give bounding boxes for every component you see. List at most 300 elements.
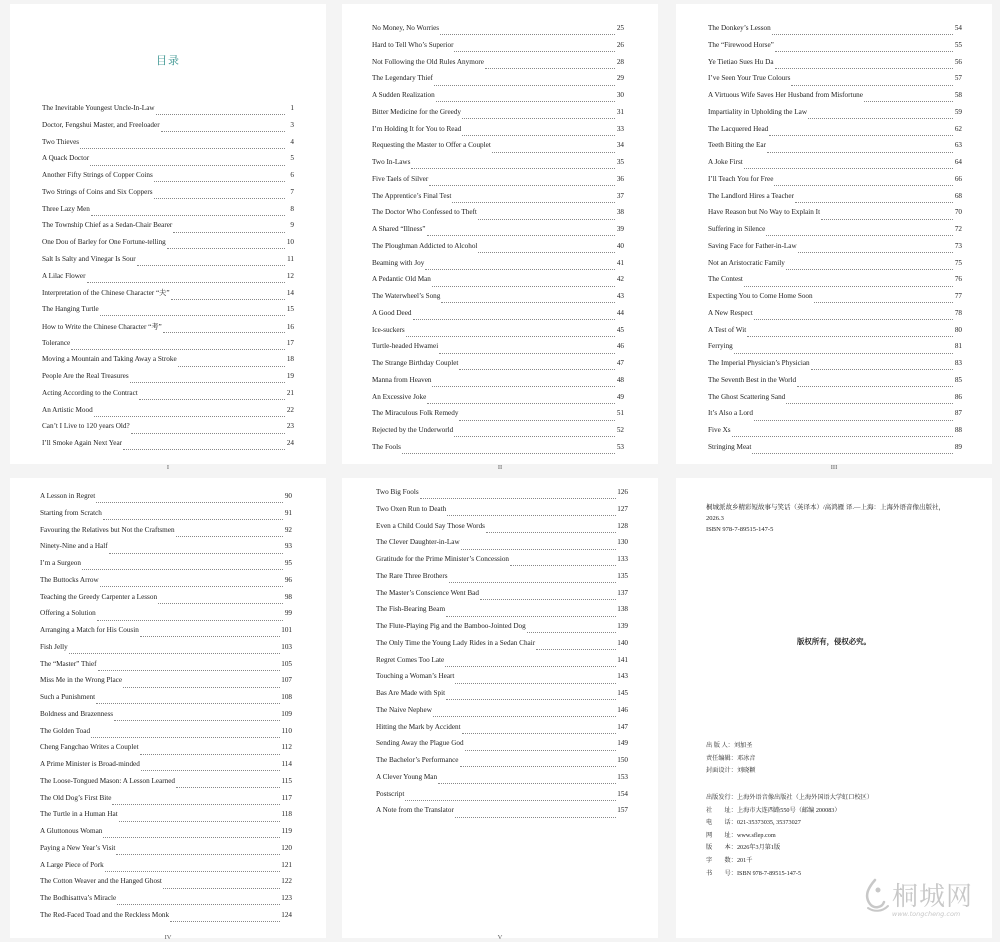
leader-dots [769, 134, 953, 136]
toc-entry-page: 3 [290, 120, 294, 129]
leader-dots [461, 548, 617, 550]
toc-entry-title: Can’t I Live to 120 years Old? [42, 422, 130, 431]
publisher-block [706, 792, 873, 880]
leader-dots [446, 615, 616, 617]
toc-entry-page: 120 [281, 843, 292, 852]
leader-dots [527, 631, 616, 633]
toc-entry-page: 73 [954, 241, 962, 250]
toc-entry [372, 108, 624, 125]
toc-entry [708, 108, 962, 125]
leader-dots [462, 732, 617, 734]
toc-entry-title: Rejected by the Underworld [372, 426, 454, 434]
toc-entry-title: Suffering in Silence [708, 225, 766, 233]
toc-entry-title: Ye Tietiao Sues Hu Da [708, 57, 774, 66]
toc-entry [376, 723, 628, 740]
leader-dots [462, 134, 615, 136]
toc-entry-page: 112 [281, 743, 292, 752]
credit-row [706, 753, 756, 766]
leader-dots [754, 318, 953, 320]
toc-entry-page: 91 [284, 508, 292, 517]
leader-dots [440, 33, 615, 35]
toc-entry [42, 272, 294, 289]
toc-entry [372, 326, 624, 343]
toc-entry [40, 509, 292, 526]
toc-entry-page: 87 [954, 409, 962, 418]
toc-entry [708, 58, 962, 75]
leader-dots [478, 218, 615, 220]
leader-dots [71, 348, 285, 350]
toc-entry-title: One Dou of Barley for One Fortune-telling [42, 238, 166, 246]
toc-entry-page: 150 [617, 756, 628, 764]
toc-entry-page: 110 [281, 726, 292, 735]
toc-entry [42, 238, 294, 255]
toc-entry [372, 58, 624, 75]
toc-entry [708, 426, 962, 443]
toc-entry-title: A Gluttonous Woman [40, 827, 103, 835]
toc-entry-page: 138 [617, 605, 628, 614]
toc-entry-title: I’m a Surgeon [40, 559, 81, 567]
toc-entry-page: 141 [617, 655, 628, 664]
toc-entry [40, 760, 292, 777]
leader-dots [786, 402, 953, 404]
toc-entry-page: 44 [616, 308, 624, 317]
toc-entry [42, 339, 294, 356]
toc-entry [42, 406, 294, 423]
leader-dots [402, 452, 615, 454]
toc-entry [40, 777, 292, 794]
leader-dots [744, 285, 953, 287]
toc-entry-page: 109 [281, 709, 292, 718]
toc-entry [376, 522, 628, 539]
toc-entry-page: 149 [617, 739, 628, 748]
toc-entry-page: 108 [281, 693, 292, 701]
leader-dots [82, 568, 283, 570]
toc-entry [376, 739, 628, 756]
toc-entry-title: A Quack Doctor [42, 154, 90, 163]
toc-entry-title: Postscript [376, 789, 405, 798]
toc-entry [708, 326, 962, 343]
leader-dots [791, 84, 953, 86]
toc-entry-title: The Lacquered Head [708, 124, 769, 133]
leader-dots [752, 452, 953, 454]
toc-entries [372, 24, 624, 460]
toc-entry-page: 33 [616, 124, 624, 133]
pub-label: 字 数： [706, 856, 737, 864]
leader-dots [478, 251, 615, 253]
leader-dots [140, 753, 281, 755]
toc-entry-title: The Turtle in a Human Hat [40, 810, 118, 819]
toc-entry-page: 64 [954, 158, 962, 166]
leader-dots [91, 736, 280, 738]
toc-entry-title: The Seventh Best in the World [708, 375, 797, 384]
toc-page-5 [342, 478, 658, 941]
leader-dots [413, 318, 615, 320]
toc-entry-page: 5 [290, 154, 294, 163]
toc-entry-page: 42 [616, 275, 624, 284]
toc-entry-page: 56 [954, 57, 962, 66]
toc-entry-page: 107 [281, 676, 292, 685]
leader-dots [775, 67, 953, 69]
leader-dots [90, 164, 285, 166]
pub-value: 2026年3月第1版 [736, 844, 781, 852]
toc-entry [42, 221, 294, 238]
toc-entry [40, 576, 292, 593]
pub-value: 201千 [736, 856, 753, 864]
toc-entry-title: Bas Are Made with Spit [376, 689, 446, 697]
leader-dots [775, 50, 953, 52]
toc-entry-title: Ice-suckers [372, 325, 405, 334]
leader-dots [766, 234, 953, 236]
toc-entry-title: The Buttocks Arrow [40, 575, 99, 584]
toc-entry-page: 119 [281, 827, 292, 835]
toc-entry-title: A Lesson in Regret [40, 492, 96, 500]
toc-entry [376, 756, 628, 773]
toc-entry-title: The Naive Nephew [376, 705, 432, 714]
toc-entry-page: 47 [616, 359, 624, 367]
toc-entry-title: The Rare Three Brothers [376, 571, 448, 580]
toc-entry [708, 309, 962, 326]
rights-notice: 版权所有，侵权必究。 [797, 637, 871, 646]
leader-dots [480, 598, 616, 600]
pub-value: 021-35373035, 35373027 [736, 819, 801, 827]
leader-dots [460, 765, 617, 767]
leader-dots [433, 715, 616, 717]
leader-dots [109, 552, 283, 554]
credit-value: 刘加圣 [733, 742, 753, 749]
leader-dots [139, 398, 285, 400]
toc-entry-page: 43 [616, 292, 624, 300]
leader-dots [123, 448, 285, 450]
toc-entry-page: 22 [286, 405, 294, 414]
toc-entry [372, 409, 624, 426]
watermark-logo-icon [860, 878, 890, 914]
toc-entry-page: 59 [954, 107, 962, 116]
toc-entry-page: 126 [617, 488, 628, 496]
leader-dots [176, 786, 280, 788]
pub-row [706, 830, 873, 843]
toc-entry-title: A Clever Young Man [376, 772, 438, 781]
toc-entry-title: The Master’s Conscience Went Bad [376, 588, 479, 597]
toc-entry-title: Favouring the Relatives but Not the Craftsmen [40, 525, 175, 534]
toc-entry-page: 117 [281, 793, 292, 802]
pub-row [706, 868, 873, 881]
toc-entry-title: The “Firewood Horse” [708, 40, 774, 49]
toc-entry [372, 393, 624, 410]
toc-entry-page: 147 [617, 722, 628, 731]
toc-entry [40, 810, 292, 827]
toc-entry-page: 66 [954, 174, 962, 183]
toc-entry-title: I’ll Teach You for Free [708, 174, 774, 183]
toc-entry-page: 54 [954, 24, 962, 32]
toc-entry-title: The Red-Faced Toad and the Reckless Monk [40, 910, 170, 919]
toc-entry-title: A New Respect [708, 308, 753, 317]
leader-dots [94, 415, 285, 417]
leader-dots [98, 669, 281, 671]
toc-entry-page: 51 [616, 409, 624, 418]
toc-entry-title: It’s Also a Lord [708, 409, 753, 418]
toc-entry [708, 275, 962, 292]
leader-dots [130, 381, 285, 383]
toc-entry-title: The Bachelor’s Performance [376, 756, 459, 764]
leader-dots [171, 298, 285, 300]
toc-entry-title: Not an Aristocratic Family [708, 258, 785, 267]
toc-entry-title: Requesting the Master to Offer a Couplet [372, 141, 491, 150]
copyright-page [676, 478, 992, 938]
toc-entry-page: 127 [617, 504, 628, 513]
toc-entry [708, 225, 962, 242]
toc-entry [708, 376, 962, 393]
isbn-line: ISBN 978-7-89515-147-5 [706, 526, 774, 533]
toc-entry [376, 538, 628, 555]
toc-entry-page: 93 [284, 542, 292, 551]
toc-entry-title: Salt Is Salty and Vinegar Is Sour [42, 254, 136, 263]
toc-entry-title: The Miraculous Folk Remedy [372, 409, 459, 418]
toc-entry-page: 39 [616, 225, 624, 233]
toc-entry [376, 505, 628, 522]
toc-entry-title: Interpretation of the Chinese Character “夫” [42, 289, 170, 298]
leader-dots [420, 497, 617, 499]
toc-entry [372, 74, 624, 91]
leader-dots [173, 231, 285, 233]
toc-entry-page: 140 [617, 638, 628, 647]
toc-entry-title: Touching a Woman’s Heart [376, 672, 455, 681]
toc-entry-title: A Lilac Flower [42, 271, 86, 280]
toc-entry-page: 114 [281, 760, 292, 768]
leader-dots [411, 167, 615, 169]
toc-entry [708, 342, 962, 359]
toc-entry-page: 154 [617, 789, 628, 798]
toc-entry-page: 75 [954, 258, 962, 267]
leader-dots [154, 180, 285, 182]
toc-entry-page: 38 [616, 208, 624, 217]
toc-entry [376, 605, 628, 622]
leader-dots [492, 151, 615, 153]
toc-entry-title: Teaching the Greedy Carpenter a Lesson [40, 592, 158, 601]
toc-entry [372, 376, 624, 393]
toc-entry-title: Hitting the Mark by Accident [376, 722, 461, 731]
toc-entry [42, 171, 294, 188]
toc-entry-title: Hard to Tell Who’s Superior [372, 40, 454, 49]
toc-entry [372, 426, 624, 443]
credit-label: 封面设计： [706, 767, 737, 774]
toc-entry [42, 104, 294, 121]
toc-entry-page: 37 [616, 191, 624, 200]
leader-dots [772, 33, 953, 35]
toc-entry-title: Boldness and Brazenness [40, 709, 114, 718]
leader-dots [821, 218, 953, 220]
toc-entry-title: Two Thieves [42, 137, 80, 146]
toc-entry-title: Impartiality in Upholding the Law [708, 107, 808, 116]
leader-dots [405, 799, 616, 801]
toc-entry-page: 49 [616, 392, 624, 401]
leader-dots [96, 501, 283, 503]
toc-entry [376, 488, 628, 505]
toc-entry-page: 143 [617, 672, 628, 681]
toc-entry-title: Another Fifty Strings of Copper Coins [42, 171, 153, 179]
toc-entry-title: Saving Face for Father-in-Law [708, 241, 797, 250]
toc-entry-title: Cheng Fangchao Writes a Couplet [40, 743, 139, 752]
cip-block [706, 502, 970, 535]
page-folio: IV [164, 934, 172, 941]
leader-dots [100, 314, 285, 316]
leader-dots [441, 301, 615, 303]
leader-dots [123, 686, 280, 688]
toc-entry-page: 8 [290, 204, 294, 213]
pub-row [706, 855, 873, 868]
pub-row [706, 817, 873, 830]
toc-entry-title: No Money, No Worries [372, 24, 440, 32]
toc-entry [708, 41, 962, 58]
toc-entry-page: 137 [617, 588, 628, 597]
toc-entry [708, 192, 962, 209]
leader-dots [734, 352, 953, 354]
toc-entry-title: People Are the Real Treasures [42, 372, 129, 380]
toc-entry-page: 103 [281, 642, 292, 651]
page-folio: III [830, 464, 838, 471]
leader-dots [161, 130, 285, 132]
toc-entry [42, 389, 294, 406]
toc-entry-title: Moving a Mountain and Taking Away a Stroke [42, 355, 177, 364]
leader-dots [454, 435, 615, 437]
toc-entry-title: The Legendary Thief [372, 74, 433, 83]
toc-entry-title: The Only Time the Young Lady Rides in a Sedan Chair [376, 638, 536, 647]
toc-entry-page: 88 [954, 426, 962, 434]
toc-entry [708, 259, 962, 276]
toc-entry [40, 693, 292, 710]
leader-dots [170, 920, 280, 922]
toc-entry [708, 175, 962, 192]
toc-entry [376, 706, 628, 723]
toc-entry [40, 861, 292, 878]
toc-entry [42, 205, 294, 222]
toc-entry-title: Five Xs [708, 426, 731, 434]
leader-dots [140, 635, 280, 637]
pub-label: 书 号： [706, 869, 737, 877]
toc-entry-page: 48 [616, 375, 624, 384]
toc-entry-title: Two Oxen Run to Death [376, 504, 447, 513]
toc-entry-title: The Cotton Weaver and the Hanged Ghost [40, 877, 162, 886]
watermark-text: 桐城网 [892, 882, 974, 912]
toc-entry [708, 208, 962, 225]
toc-entry [40, 542, 292, 559]
leader-dots [465, 749, 617, 751]
leader-dots [510, 564, 616, 566]
toc-entry-page: 35 [616, 158, 624, 166]
toc-entry-page: 21 [286, 388, 294, 397]
toc-entry-title: Two Big Fools [376, 488, 419, 496]
toc-entry-page: 153 [617, 772, 628, 781]
toc-entry-page: 7 [290, 187, 294, 196]
pub-value: 上海市大连西路550号（邮编 200083） [736, 806, 841, 814]
toc-entry-page: 96 [284, 575, 292, 584]
leader-dots [795, 201, 953, 203]
toc-entries [376, 488, 628, 823]
toc-entry-page: 95 [284, 559, 292, 567]
toc-entry-page: 17 [286, 338, 294, 347]
pub-label: 社 址： [706, 806, 737, 814]
toc-entry [372, 192, 624, 209]
toc-entry [40, 844, 292, 861]
cip-line: 桐城派故乡精彩短故事与笑话（英译本）/高鸿雁 译.—上海：上海外语音像出版社， [706, 504, 946, 511]
toc-entry [40, 710, 292, 727]
toc-entry-title: Bitter Medicine for the Greedy [372, 107, 462, 116]
toc-entry-page: 123 [281, 894, 292, 902]
toc-entry-title: An Excessive Joke [372, 392, 427, 401]
toc-entry-title: The Apprentice’s Final Test [372, 191, 452, 200]
toc-entry-title: A Large Piece of Pork [40, 860, 104, 869]
toc-entry [372, 342, 624, 359]
leader-dots [747, 335, 953, 337]
toc-entry-page: 1 [290, 104, 294, 112]
toc-entry [376, 656, 628, 673]
toc-entry [376, 572, 628, 589]
toc-entry [42, 439, 294, 456]
toc-entry-page: 57 [954, 74, 962, 83]
toc-entry [372, 175, 624, 192]
toc-entry [708, 74, 962, 91]
leader-dots [91, 214, 285, 216]
toc-entry [708, 91, 962, 108]
toc-entry-title: I’ll Smoke Again Next Year [42, 439, 123, 447]
toc-entry-title: A Virtuous Wife Saves Her Husband from Misfortune [708, 91, 863, 99]
leader-dots [158, 602, 283, 604]
toc-entry-title: A Shared “Illness” [372, 225, 426, 233]
leader-dots [434, 84, 615, 86]
toc-entry-page: 25 [616, 24, 624, 32]
leader-dots [119, 820, 281, 822]
leader-dots [156, 113, 285, 115]
toc-entry-page: 98 [284, 592, 292, 601]
toc-entry [40, 827, 292, 844]
toc-entry-title: A Sudden Realization [372, 91, 435, 99]
toc-entry-page: 89 [954, 442, 962, 451]
toc-entry-title: Expecting You to Come Home Soon [708, 292, 813, 300]
leader-dots [427, 402, 615, 404]
toc-entry-title: Offering a Solution [40, 609, 96, 618]
toc-entry-page: 6 [290, 171, 294, 179]
toc-entry-page: 55 [954, 40, 962, 49]
leader-dots [432, 285, 615, 287]
toc-entry [376, 672, 628, 689]
toc-entry-page: 124 [281, 910, 292, 919]
toc-entry-title: Miss Me in the Wrong Place [40, 676, 123, 685]
toc-entry-title: Ninety-Nine and a Half [40, 542, 108, 551]
leader-dots [167, 247, 285, 249]
toc-entry-title: I’ve Seen Your True Colours [708, 74, 791, 83]
toc-entry-title: A Prime Minister is Broad-minded [40, 760, 140, 768]
toc-entry-title: Three Lazy Men [42, 204, 90, 213]
toc-entry [40, 894, 292, 911]
toc-entry-title: The Township Chief as a Sedan-Chair Bearer [42, 221, 173, 230]
toc-entry-title: Turtle-headed Hwamei [372, 342, 439, 351]
toc-entry-title: Sending Away the Plague God [376, 739, 464, 748]
leader-dots [117, 903, 280, 905]
leader-dots [486, 531, 616, 533]
leader-dots [103, 836, 280, 838]
leader-dots [774, 184, 953, 186]
toc-heading: 目录 [156, 55, 180, 67]
leader-dots [786, 268, 953, 270]
toc-entry-title: The Old Dog’s First Bite [40, 793, 112, 802]
toc-entry [40, 727, 292, 744]
toc-entry [708, 141, 962, 158]
toc-entry [708, 292, 962, 309]
toc-entry-page: 30 [616, 91, 624, 99]
toc-entry-page: 72 [954, 225, 962, 233]
toc-entry-title: Stringing Meat [708, 442, 752, 451]
toc-entry-page: 4 [290, 137, 294, 146]
leader-dots [459, 419, 615, 421]
